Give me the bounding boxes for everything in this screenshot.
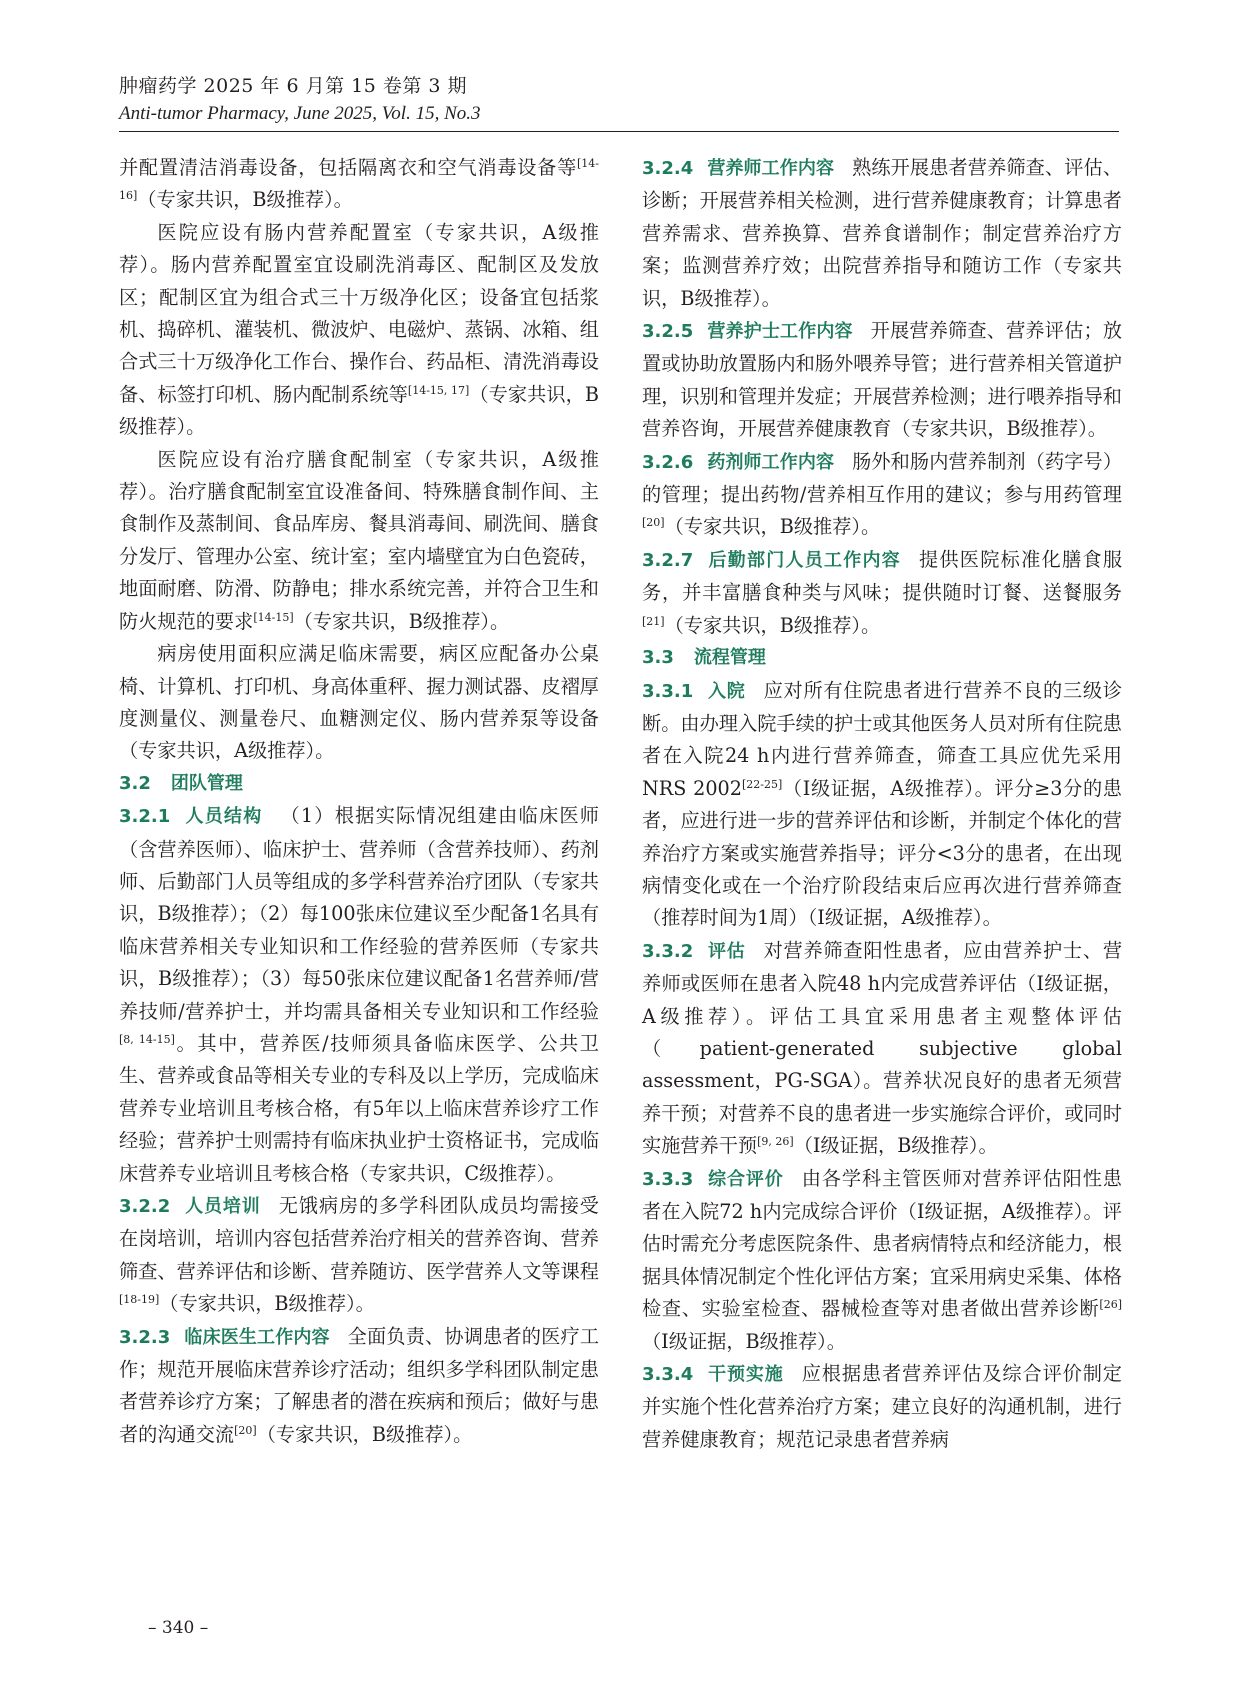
subsection-title: 营养护士工作内容 (707, 321, 853, 343)
paragraph-equipment: 并配置清洁消毒设备，包括隔离衣和空气消毒设备等[14-16]（专家共识，B级推荐）。 (119, 156, 599, 212)
citation: [22-25] (741, 777, 783, 791)
subsection-title: 评估 (707, 940, 746, 962)
subsection-3-2-3: 3.2.3 临床医生工作内容 全面负责、协调患者的医疗工作；规范开展临床营养诊疗活动；组织多学科团队制定患者营养诊疗方案；了解患者的潜在疾病和预后；做好与患者的沟通交流[20]（专家共识，B级推荐）。 (119, 1324, 600, 1446)
subsection-title: 人员培训 (184, 1196, 261, 1217)
paragraph-ward: 病房使用面积应满足临床需要，病区应配备办公桌椅、计算机、打印机、身高体重秤、握力测试器、皮褶厚度测量仪、测量卷尺、血糖测定仪、肠内营养泵等设备（专家共识，A级推荐）。 (119, 642, 599, 763)
journal-header-chinese: 肿瘤药学 2025 年 6 月第 15 卷第 3 期 (119, 75, 468, 97)
subsection-3-2-4: 3.2.4 营养师工作内容 熟练开展患者营养筛查、评估、诊断；开展营养相关检测，进行营养健康教育；计算患者营养需求、营养换算、营养食谱制作；制定营养治疗方案；监测营养疗效；出院营养指导和随访工作（专家共识，B级推荐）。 (642, 156, 1123, 310)
journal-header-english: Anti-tumor Pharmacy, June 2025, Vol. 15, No.3 (119, 103, 481, 124)
subsection-3-2-2: 3.2.2 人员培训 无饿病房的多学科团队成员均需接受在岗培训，培训内容包括营养治疗相关的营养咨询、营养筛查、营养评估和诊断、营养随访、医学营养人文等课程[18-19]（专家共识，B级推荐）。 (119, 1194, 599, 1316)
citation: [26] (1099, 1298, 1122, 1312)
subsection-3-3-3: 3.3.3 综合评价 由各学科主管医师对营养评估阳性患者在入院72 h内完成综合评价（Ⅰ级证据，A级推荐）。评估时需充分考虑医院条件、患者病情特点和经济能力，根据具体情况制定个性化评估方案；宜采用病史采集、体格检查、实验室检查、器械检查等对患者做出营养诊断[26]（Ⅰ级证据，B级推荐）。 (642, 1166, 1122, 1353)
subsection-title: 后勤部门人员工作内容 (707, 549, 901, 571)
journal-header (119, 72, 481, 128)
paragraph-diet-room: 医院应设有治疗膳食配制室（专家共识，A级推荐）。治疗膳食配制室宜设准备间、特殊膳食制作间、主食制作及蒸制间、食品库房、餐具消毒间、刷洗间、膳食分发厅、管理办公室、统计室；室内墙壁宜为白色瓷砖，地面耐磨、防滑、防静电；排水系统完善，并符合卫生和防火规范的要求[14-15]（专家共识，B级推荐）。 (119, 447, 599, 633)
subsection-3-3-1: 3.3.1 入院 应对所有住院患者进行营养不良的三级诊断。由办理入院手续的护士或其他医务人员对所有住院患者在入院24 h内进行营养筛查，筛查工具应优先采用NRS 2002[22-25]（Ⅰ级证据，A级推荐）。评分≥3分的患者，应进行进一步的营养评估和诊断，并制定个体化的营养治疗方案或实施营养指导；评分<3分的患者，在出现病情变化或在一个治疗阶段结束后应再次进行营养筛查（推荐时间为1周）（Ⅰ级证据，A级推荐）。 (642, 678, 1123, 930)
subsection-3-2-6: 3.2.6 药剂师工作内容 肠外和肠内营养制剂（药字号）的管理；提出药物/营养相互作用的建议；参与用药管理[20]（专家共识，B级推荐）。 (642, 449, 1123, 539)
citation: [21] (642, 614, 665, 628)
subsection-3-3-4: 3.3.4 干预实施 应根据患者营养评估及综合评价制定并实施个性化营养治疗方案；建立良好的沟通机制，进行营养健康教育；规范记录患者营养病 (642, 1362, 1122, 1451)
subsection-title: 综合评价 (707, 1168, 784, 1190)
citation: [9, 26] (757, 1135, 794, 1149)
section-heading-3-2: 3.2 团队管理 (119, 772, 243, 794)
subsection-3-3-2: 3.3.2 评估 对营养筛查阳性患者，应由营养护士、营养师或医师在患者入院48 h内完成营养评估（Ⅰ级证据，A级推荐）。评估工具宜采用患者主观整体评估（patient-generated subjective global assessment，PG-SGA）。营养状况良好的患者无须营养干预；对营养不良的患者进一步实施综合评价，或同时实施营养干预[9, 26]（Ⅰ级证据，B级推荐）。 (642, 938, 1123, 1158)
subsection-3-2-5: 3.2.5 营养护士工作内容 开展营养筛查、营养评估；放置或协助放置肠内和肠外喂养导管；进行营养相关管道护理，识别和管理并发症；开展营养检测；进行喂养指导和营养咨询，开展营养健康教育（专家共识，B级推荐）。 (642, 319, 1123, 441)
citation: [20] (234, 1423, 257, 1437)
subsection-title: 药剂师工作内容 (707, 451, 835, 473)
subsection-3-2-7: 3.2.7 后勤部门人员工作内容 提供医院标准化膳食服务，并丰富膳食种类与风味；提供随时订餐、送餐服务[21]（专家共识，B级推荐）。 (642, 547, 1123, 637)
header-rule (119, 131, 1119, 132)
subsection-title: 入院 (707, 680, 746, 702)
right-column (642, 152, 1122, 1456)
section-heading-3-3: 3.3 流程管理 (642, 647, 766, 669)
subsection-3-2-1: 3.2.1 人员结构 （1）根据实际情况组建由临床医师（含营养医师）、临床护士、营养师（含营养技师）、药剂师、后勤部门人员等组成的多学科营养治疗团队（专家共识，B级推荐）；（2）每100张床位建议至少配备1名具有临床营养相关专业知识和工作经验的营养医师（专家共识，B级推荐）；（3）每50张床位建议配备1名营养师/营养技师/营养护士，并均需具备相关专业知识和工作经验[8, 14-15]。其中，营养医/技师须具备临床医学、公共卫生、营养或食品等相关专业的专科及以上学历，完成临床营养专业培训且考核合格，有5年以上临床营养诊疗工作经验；营养护士则需持有临床执业护士资格证书，完成临床营养专业培训且考核合格（专家共识，C级推荐）。 (119, 804, 600, 1185)
subsection-title: 临床医生工作内容 (184, 1326, 330, 1348)
subsection-title: 营养师工作内容 (707, 158, 835, 179)
paragraph-enteral-room: 医院应设有肠内营养配置室（专家共识，A级推荐）。肠内营养配置室宜设刷洗消毒区、配制区及发放区；配制区宜为组合式三十万级净化区；设备宜包括浆机、捣碎机、灌装机、微波炉、电磁炉、蒸锅、冰箱、组合式三十万级净化工作台、操作台、药品柜、清洗消毒设备、标签打印机、肠内配制系统等[14-15, 17]（专家共识，B级推荐）。 (119, 220, 599, 439)
citation: [14-15] (253, 610, 294, 624)
left-column (119, 152, 599, 1451)
citation: [18-19] (119, 1293, 160, 1307)
citation: [14-15, 17] (407, 383, 470, 397)
citation: [8, 14-15] (119, 1032, 175, 1046)
page-number: – 340 – (148, 1618, 209, 1638)
citation: [14-16] (119, 157, 599, 203)
subsection-title: 干预实施 (707, 1364, 784, 1386)
subsection-title: 人员结构 (184, 806, 263, 828)
citation: [20] (642, 516, 665, 530)
